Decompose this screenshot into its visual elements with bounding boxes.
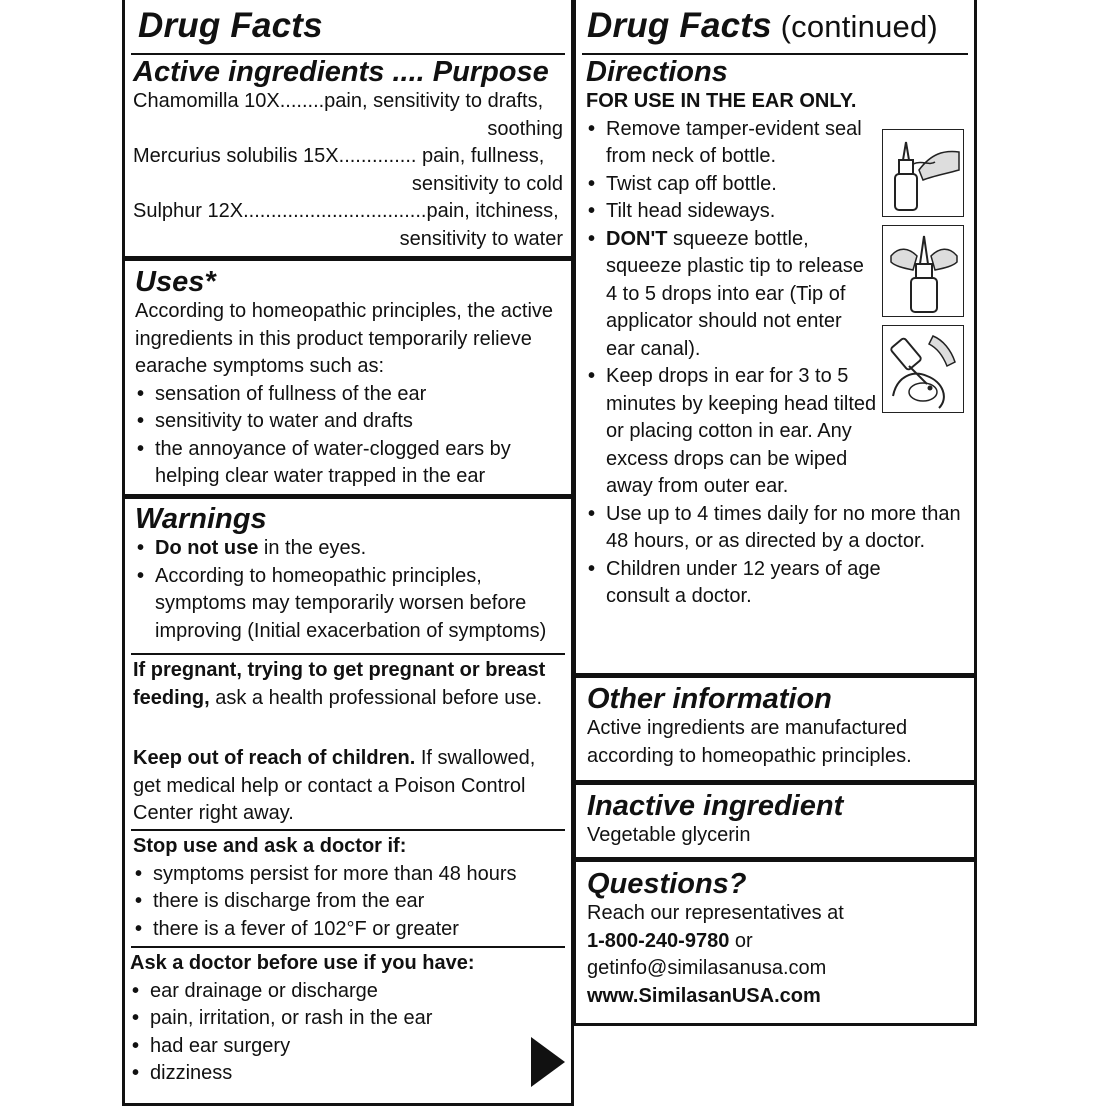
list-item: • Twist cap off bottle. [586,171,876,199]
squeeze-tip-illustration-icon [882,225,964,317]
dont-bold: DON'T [606,227,668,250]
keep-out-bold: Keep out of reach of children. [133,747,416,769]
uses-heading: Uses* [135,266,216,298]
questions-heading: Questions? [587,868,747,900]
directions-section [586,56,961,611]
warning-text: in the eyes. [258,537,367,559]
list-item: • ear drainage or discharge [130,978,560,1006]
directions-list [586,116,961,611]
warnings-heading: Warnings [135,503,267,535]
divider [576,780,974,785]
phone-line [587,928,967,956]
inactive-ingredient-heading: Inactive ingredient [587,790,844,822]
inactive-ingredient-section [587,791,967,850]
ingredient-purpose-cont: soothing [487,117,563,140]
page-title-continued [587,7,938,46]
divider [576,673,974,678]
divider [131,53,565,55]
list-item: • According to homeopathic principles, symptoms may temporarily worsen before improving (Initial exacerbation of symptoms) [135,563,565,646]
stop-use-section [133,833,563,943]
list-item: • there is discharge from the ear [133,888,563,916]
remove-seal-illustration-icon [882,129,964,217]
ingredient-purpose-cont: sensitivity to cold [411,172,563,195]
ask-doctor-list [130,978,560,1088]
pregnancy-warning [133,657,563,712]
list-item: • Tilt head sideways. [586,198,876,226]
warnings-section [135,504,565,645]
list-item: • had ear surgery [130,1033,560,1061]
drug-facts-panel-right [573,0,977,1026]
questions-line: Reach our representatives at [587,902,844,924]
pregnancy-text: ask a health professional before use. [209,686,543,709]
list-item: • sensitivity to water and drafts [135,408,565,436]
pregnancy-bold: If pregnant, trying to get pregnant or breast feeding, [133,659,546,709]
list-item: • Keep drops in ear for 3 to 5 minutes by keeping head tilted or placing cotton in ear. Any excess drops can be wiped away from outer ear. [586,363,891,501]
ask-doctor-heading: Ask a doctor before use if you have: [130,952,475,974]
divider [576,857,974,862]
uses-section [135,267,565,491]
divider [131,829,565,831]
ask-doctor-section [130,950,560,1088]
other-information-heading: Other information [587,683,832,715]
direction-text: squeeze bottle, squeeze plastic tip to release 4 to 5 drops into ear (Tip of applicator should not enter ear canal). [606,227,864,360]
continue-arrow-icon [531,1037,565,1092]
other-information-section [587,684,967,770]
page-title: Drug Facts [587,6,772,45]
uses-list [135,381,565,491]
ingredient-row [133,88,563,143]
drops-in-ear-illustration-icon [882,325,964,413]
title-suffix: (continued) [771,9,938,44]
stop-use-list [133,861,563,944]
keep-out-text: If swallowed, get medical help or contact a Poison Control Center right away. [133,747,536,824]
divider [125,256,571,261]
directions-heading: Directions [586,56,728,88]
page-title: Drug Facts [138,6,323,45]
ingredient-row [133,143,563,198]
inactive-ingredient-text: Vegetable glycerin [587,824,751,846]
list-item: • pain, irritation, or rash in the ear [130,1005,560,1033]
warning-bold: Do not use [155,537,259,559]
list-item: • Use up to 4 times daily for no more than 48 hours, or as directed by a doctor. [586,501,966,556]
directions-subheading: FOR USE IN THE EAR ONLY. [586,90,857,112]
drug-facts-panel-left [122,0,574,1106]
questions-section [587,869,967,1010]
active-ingredients-heading: Active ingredients .... Purpose [133,56,549,88]
keep-out-warning [133,745,563,828]
warnings-list [135,535,565,645]
email-link[interactable]: getinfo@similasanusa.com [587,957,827,979]
ingredient-purpose-cont: sensitivity to water [399,227,563,250]
list-item [586,226,876,364]
list-item: • Children under 12 years of age consult a doctor. [586,556,936,611]
ingredient-line: Sulphur 12X.................................pain, itchiness, [133,200,559,222]
ingredient-row [133,198,563,253]
phone-number[interactable]: 1-800-240-9780 [587,929,730,952]
other-information-text: Active ingredients are manufactured according to homeopathic principles. [587,717,912,767]
ingredient-line: Mercurius solubilis 15X.............. pain, fullness, [133,145,545,167]
phone-or: or [729,929,753,952]
stop-use-heading: Stop use and ask a doctor if: [133,835,407,857]
divider [582,53,968,55]
list-item: • Remove tamper-evident seal from neck of bottle. [586,116,876,171]
active-ingredients-section [133,57,563,253]
list-item: • symptoms persist for more than 48 hours [133,861,563,889]
list-item: • there is a fever of 102°F or greater [133,916,563,944]
list-item [135,535,565,563]
divider [125,494,571,499]
ingredient-line: Chamomilla 10X........pain, sensitivity to drafts, [133,90,544,112]
ingredient-list [133,88,563,253]
list-item: • the annoyance of water-clogged ears by helping clear water trapped in the ear [135,436,565,491]
uses-intro: According to homeopathic principles, the active ingredients in this product temporarily relieve earache symptoms such as: [135,300,554,377]
divider [131,653,565,655]
website-link[interactable]: www.SimilasanUSA.com [587,984,821,1007]
list-item: • dizziness [130,1060,560,1088]
divider [131,946,565,948]
list-item: • sensation of fullness of the ear [135,381,565,409]
